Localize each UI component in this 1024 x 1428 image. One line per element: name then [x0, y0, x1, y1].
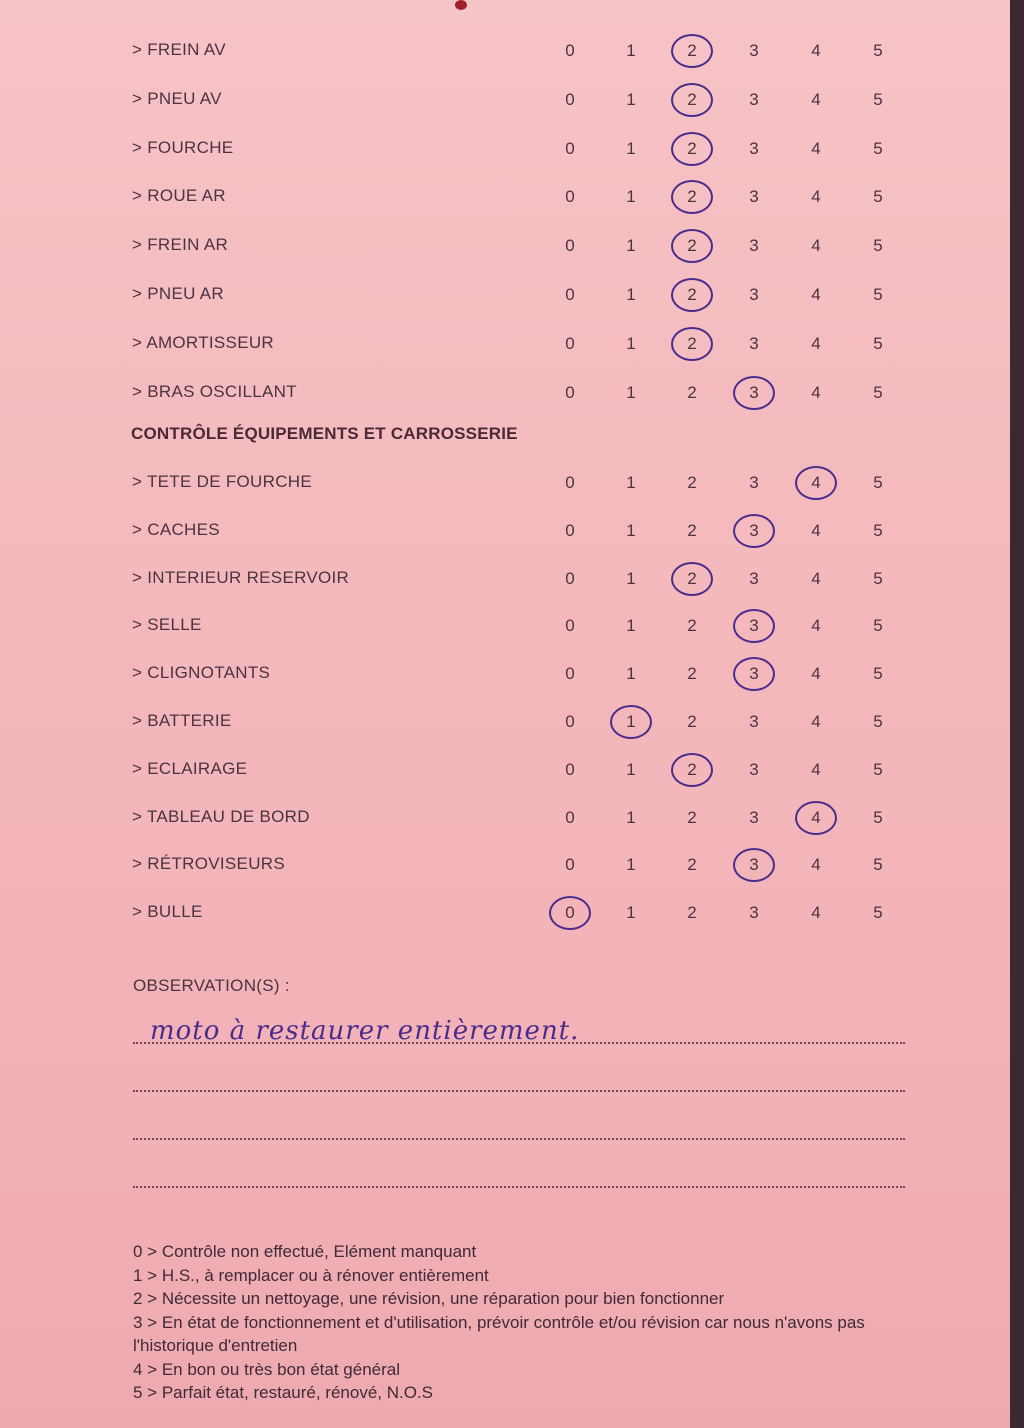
score-option[interactable]: 1	[626, 473, 636, 492]
score-option[interactable]: 4	[811, 712, 821, 731]
score-option[interactable]: 4	[811, 236, 821, 256]
score-option[interactable]: 3	[749, 712, 759, 731]
score-option[interactable]: 4	[811, 903, 821, 923]
rating-label: > SELLE	[132, 615, 202, 635]
score-option[interactable]: 4	[811, 285, 821, 304]
score-option[interactable]: 0	[565, 712, 575, 731]
score-option[interactable]: 5	[873, 41, 883, 60]
score-option[interactable]: 1	[626, 807, 636, 827]
score-option[interactable]: 0	[565, 759, 575, 779]
score-option[interactable]: 4	[811, 568, 821, 588]
score-option[interactable]: 1	[626, 759, 636, 779]
score-selected[interactable]: 3	[739, 664, 769, 684]
score-option[interactable]: 5	[873, 187, 883, 207]
rating-label: > ECLAIRAGE	[132, 758, 248, 778]
rating-label: > TABLEAU DE BORD	[132, 806, 310, 826]
score-selected[interactable]: 2	[677, 236, 707, 256]
rating-row	[0, 323, 1010, 367]
score-option[interactable]: 5	[873, 759, 883, 779]
score-option[interactable]: 1	[626, 285, 636, 304]
score-option[interactable]: 4	[811, 333, 821, 353]
score-option[interactable]: 1	[626, 568, 636, 588]
score-option[interactable]: 0	[565, 616, 575, 636]
rating-label: > FREIN AV	[132, 40, 226, 59]
score-option[interactable]: 3	[749, 903, 759, 923]
legend-item: 2 > Nécessite un nettoyage, une révision, une réparation pour bien fonctionner	[133, 1289, 725, 1308]
score-option[interactable]: 2	[687, 473, 697, 492]
score-option[interactable]: 3	[749, 807, 759, 827]
score-option[interactable]: 5	[873, 664, 883, 684]
score-option[interactable]: 4	[811, 89, 821, 109]
score-option[interactable]: 2	[687, 616, 697, 636]
score-option[interactable]: 5	[873, 855, 883, 875]
rating-label: > INTERIEUR RESERVOIR	[132, 567, 350, 587]
score-option[interactable]: 3	[749, 759, 759, 779]
rating-label: > ROUE AR	[132, 186, 226, 206]
score-option[interactable]: 5	[873, 712, 883, 731]
score-selected[interactable]: 0	[555, 903, 585, 923]
score-option[interactable]: 4	[811, 855, 821, 875]
score-selected[interactable]: 2	[677, 41, 707, 61]
rating-label: > AMORTISSEUR	[132, 332, 274, 352]
score-option[interactable]: 4	[811, 41, 821, 60]
score-option[interactable]: 3	[749, 568, 759, 588]
score-option[interactable]: 1	[626, 89, 636, 109]
rating-row	[0, 844, 1010, 888]
rating-label: > FOURCHE	[132, 137, 234, 157]
score-option[interactable]: 4	[811, 382, 821, 402]
rating-label: > CLIGNOTANTS	[132, 663, 271, 683]
score-option[interactable]: 1	[626, 664, 636, 684]
score-option[interactable]: 5	[873, 89, 883, 109]
score-option[interactable]: 2	[687, 712, 697, 731]
score-option[interactable]: 5	[873, 138, 883, 158]
score-option[interactable]: 0	[565, 285, 575, 304]
score-option[interactable]: 0	[565, 187, 575, 207]
score-option[interactable]: 0	[565, 41, 575, 60]
score-option[interactable]: 1	[626, 138, 636, 158]
observation-line-3	[133, 1138, 905, 1140]
legend-item: 3 > En état de fonctionnement et d'utilisation, prévoir contrôle et/ou révision car nous n'avons pas l'historique d'entretien	[133, 1312, 865, 1355]
score-selected[interactable]: 3	[739, 855, 769, 875]
score-option[interactable]: 3	[749, 41, 759, 60]
score-option[interactable]: 2	[687, 520, 697, 540]
score-option[interactable]: 2	[687, 664, 697, 684]
rating-row	[0, 749, 1010, 793]
score-selected[interactable]: 2	[677, 139, 707, 159]
rating-label: > PNEU AR	[132, 284, 224, 303]
score-option[interactable]: 0	[565, 855, 575, 875]
score-option[interactable]: 3	[749, 138, 759, 158]
observation-line-1	[133, 1042, 905, 1044]
score-option[interactable]: 5	[873, 616, 883, 636]
rating-row	[0, 558, 1010, 602]
score-option[interactable]: 0	[565, 520, 575, 540]
score-selected[interactable]: 2	[677, 285, 707, 305]
score-option[interactable]: 2	[687, 382, 697, 402]
rating-label: > CACHES	[132, 519, 220, 539]
score-option[interactable]: 0	[565, 382, 575, 402]
observation-title: OBSERVATION(S) :	[133, 976, 290, 995]
score-option[interactable]: 1	[626, 41, 636, 60]
score-option[interactable]: 1	[626, 187, 636, 207]
legend-item: 1 > H.S., à remplacer ou à rénover entièrement	[133, 1265, 489, 1285]
score-option[interactable]: 5	[873, 903, 883, 923]
score-option[interactable]: 3	[749, 89, 759, 109]
rating-row	[0, 274, 1010, 318]
score-option[interactable]: 5	[873, 382, 883, 402]
score-selected[interactable]: 2	[677, 760, 707, 780]
score-option[interactable]: 5	[873, 333, 883, 353]
rating-row	[0, 701, 1010, 745]
score-option[interactable]: 0	[565, 89, 575, 109]
score-option[interactable]: 1	[626, 616, 636, 636]
rating-label: > FREIN AR	[132, 235, 229, 255]
score-option[interactable]: 1	[626, 333, 636, 353]
score-selected[interactable]: 3	[739, 521, 769, 541]
score-option[interactable]: 3	[749, 187, 759, 207]
score-option[interactable]: 0	[565, 333, 575, 353]
rating-row	[0, 128, 1010, 172]
section-title: CONTRÔLE ÉQUIPEMENTS ET CARROSSERIE	[131, 424, 518, 443]
score-option[interactable]: 0	[565, 807, 575, 827]
score-option[interactable]: 4	[811, 664, 821, 684]
score-option[interactable]: 2	[687, 807, 697, 827]
score-selected[interactable]: 4	[801, 473, 831, 493]
rating-row	[0, 653, 1010, 697]
score-option[interactable]: 5	[873, 568, 883, 588]
score-option[interactable]: 5	[873, 520, 883, 540]
score-option[interactable]: 1	[626, 855, 636, 875]
observation-line-4	[133, 1186, 905, 1188]
pin-mark	[455, 0, 467, 10]
legend-item: 0 > Contrôle non effectué, Elément manquant	[133, 1242, 477, 1261]
rating-label: > BULLE	[132, 902, 203, 922]
score-option[interactable]: 4	[811, 520, 821, 540]
rating-row	[0, 372, 1010, 416]
rating-row	[0, 225, 1010, 269]
score-option[interactable]: 0	[565, 473, 575, 492]
legend-item: 4 > En bon ou très bon état général	[133, 1359, 401, 1379]
rating-row	[0, 510, 1010, 554]
rating-row	[0, 605, 1010, 649]
score-selected[interactable]: 1	[616, 712, 646, 732]
score-option[interactable]: 1	[626, 520, 636, 540]
score-option[interactable]: 1	[626, 382, 636, 402]
score-option[interactable]: 5	[873, 807, 883, 827]
score-option[interactable]: 4	[811, 138, 821, 158]
rating-label: > BATTERIE	[132, 711, 232, 730]
score-option[interactable]: 0	[565, 568, 575, 588]
score-selected[interactable]: 3	[739, 383, 769, 403]
score-selected[interactable]: 2	[677, 187, 707, 207]
rating-row	[0, 30, 1010, 74]
rating-label: > RÉTROVISEURS	[132, 854, 285, 874]
score-selected[interactable]: 2	[677, 569, 707, 589]
rating-label: > BRAS OSCILLANT	[132, 381, 297, 401]
score-option[interactable]: 1	[626, 903, 636, 923]
rating-row	[0, 797, 1010, 841]
score-option[interactable]: 3	[749, 236, 759, 256]
score-option[interactable]: 0	[565, 664, 575, 684]
score-option[interactable]: 3	[749, 473, 759, 492]
observation-line-2	[133, 1090, 905, 1092]
score-selected[interactable]: 2	[677, 334, 707, 354]
score-option[interactable]: 5	[873, 285, 883, 304]
rating-row	[0, 79, 1010, 123]
score-option[interactable]: 2	[687, 903, 697, 923]
score-selected[interactable]: 4	[801, 808, 831, 828]
score-option[interactable]: 0	[565, 236, 575, 256]
score-option[interactable]: 4	[811, 187, 821, 207]
score-option[interactable]: 2	[687, 855, 697, 875]
score-selected[interactable]: 3	[739, 616, 769, 636]
score-selected[interactable]: 2	[677, 90, 707, 110]
score-option[interactable]: 3	[749, 285, 759, 304]
score-option[interactable]: 4	[811, 759, 821, 779]
rating-label: > PNEU AV	[132, 88, 222, 108]
rating-row	[0, 176, 1010, 220]
score-option[interactable]: 5	[873, 473, 883, 492]
score-option[interactable]: 4	[811, 616, 821, 636]
rating-row	[0, 892, 1010, 936]
rating-row	[0, 462, 1010, 506]
rating-label: > TETE DE FOURCHE	[132, 472, 313, 491]
observation-text: moto à restaurer entièrement.	[150, 1016, 580, 1046]
score-option[interactable]: 3	[749, 333, 759, 353]
legend	[133, 1240, 903, 1405]
score-option[interactable]: 0	[565, 138, 575, 158]
score-option[interactable]: 5	[873, 236, 883, 256]
legend-item: 5 > Parfait état, restauré, rénové, N.O.S	[133, 1383, 434, 1402]
score-option[interactable]: 1	[626, 236, 636, 256]
